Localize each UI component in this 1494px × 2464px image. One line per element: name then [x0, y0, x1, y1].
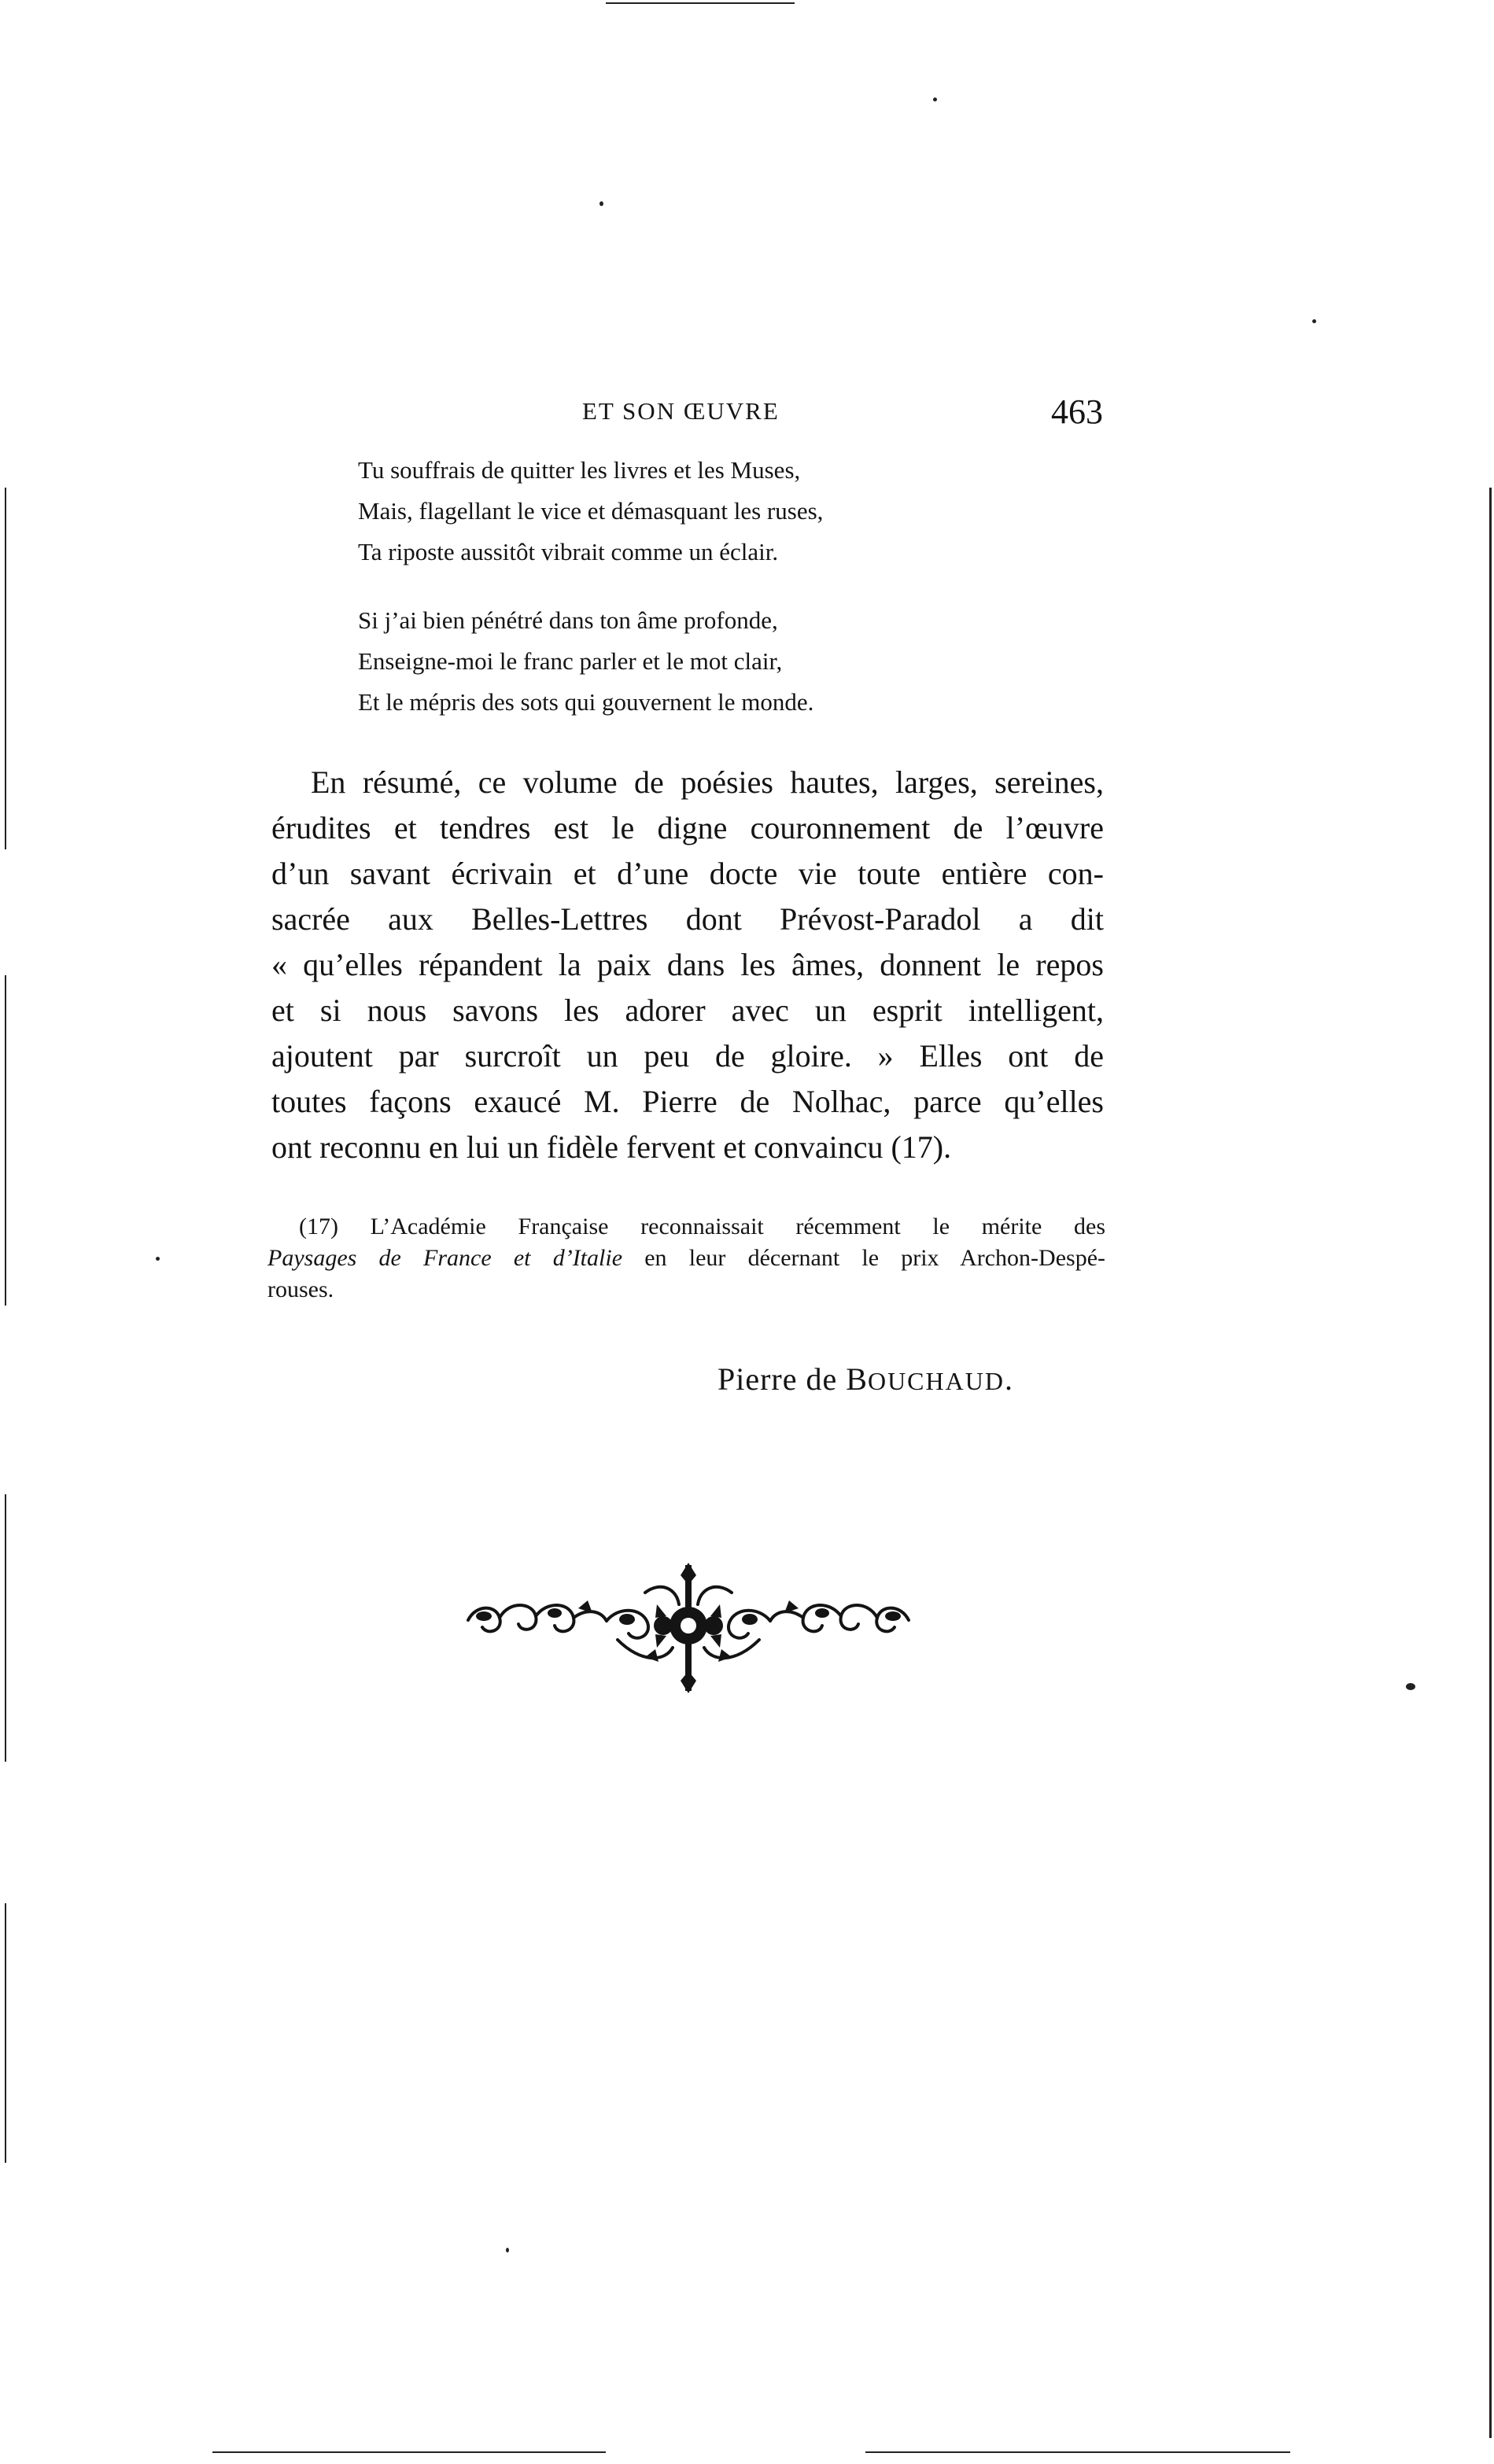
- paragraph-line: ajoutent par surcroît un peu de gloire. » Elles ont de: [271, 1038, 1104, 1074]
- scan-speck: [1406, 1683, 1415, 1690]
- signature-surname-initial: B: [846, 1361, 868, 1397]
- stanza-2: [358, 600, 1066, 723]
- scan-speck: [933, 98, 937, 101]
- paragraph-line: et si nous savons les adorer avec un esprit intelligent,: [271, 993, 1104, 1028]
- verse-line: Enseigne-moi le franc parler et le mot clair,: [358, 647, 783, 675]
- verse-line: Et le mépris des sots qui gouvernent le monde.: [358, 688, 814, 716]
- book-title: Paysages de France et d’Italie: [267, 1245, 623, 1271]
- verse-line: Ta riposte aussitôt vibrait comme un éclair.: [358, 538, 779, 565]
- stanza-1: [358, 450, 1066, 573]
- scan-edge-line: [1489, 488, 1492, 2438]
- floral-tailpiece-ornament-icon: [460, 1561, 917, 1695]
- scan-edge-line: [5, 488, 6, 849]
- scan-edge-line: [606, 2, 795, 4]
- footnote: [267, 1211, 1105, 1306]
- author-signature: [717, 1361, 1013, 1398]
- paragraph-line: d’un savant écrivain et d’une docte vie toute entière con-: [271, 856, 1104, 891]
- poem: [358, 450, 1066, 723]
- scan-edge-line: [865, 2451, 1290, 2453]
- footnote-text: en leur décernant le prix Archon-Despé-: [622, 1245, 1106, 1271]
- scan-edge-line: [5, 1903, 6, 2163]
- page-number: 463: [1051, 392, 1103, 431]
- paragraph-line: « qu’elles répandent la paix dans les âmes, donnent le repos: [271, 947, 1104, 982]
- scan-speck: [599, 201, 603, 206]
- scan-speck: [1312, 319, 1316, 323]
- paragraph-line: En résumé, ce volume de poésies hautes, larges, sereines,: [311, 764, 1104, 800]
- scan-edge-line: [212, 2451, 606, 2453]
- running-title: ET SON ŒUVRE: [582, 397, 780, 425]
- paragraph-line: ont reconnu en lui un fidèle fervent et convaincu (17).: [271, 1129, 952, 1165]
- scan-edge-line: [5, 975, 6, 1306]
- verse-line: Mais, flagellant le vice et démasquant les ruses,: [358, 497, 824, 525]
- paragraph-line: érudites et tendres est le digne couronnement de l’œuvre: [271, 810, 1104, 845]
- signature-surname: OUCHAUD: [867, 1367, 1005, 1395]
- verse-line: Tu souffrais de quitter les livres et les Muses,: [358, 456, 801, 484]
- scan-speck: [156, 1257, 160, 1261]
- scan-speck: [506, 2248, 509, 2252]
- footnote-line: (17) L’Académie Française reconnaissait récemment le mérite des: [299, 1214, 1105, 1239]
- signature-period: .: [1004, 1361, 1013, 1397]
- signature-first-name: Pierre de: [717, 1361, 847, 1397]
- paragraph-line: sacrée aux Belles-Lettres dont Prévost-Paradol a dit: [271, 901, 1104, 937]
- paragraph-line: toutes façons exaucé M. Pierre de Nolhac, parce qu’elles: [271, 1084, 1104, 1119]
- body-paragraph: [271, 760, 1104, 1170]
- verse-line: Si j’ai bien pénétré dans ton âme profonde,: [358, 606, 778, 634]
- footnote-line: [267, 1243, 1105, 1274]
- scan-edge-line: [5, 1494, 6, 1762]
- footnote-line: rouses.: [267, 1276, 334, 1302]
